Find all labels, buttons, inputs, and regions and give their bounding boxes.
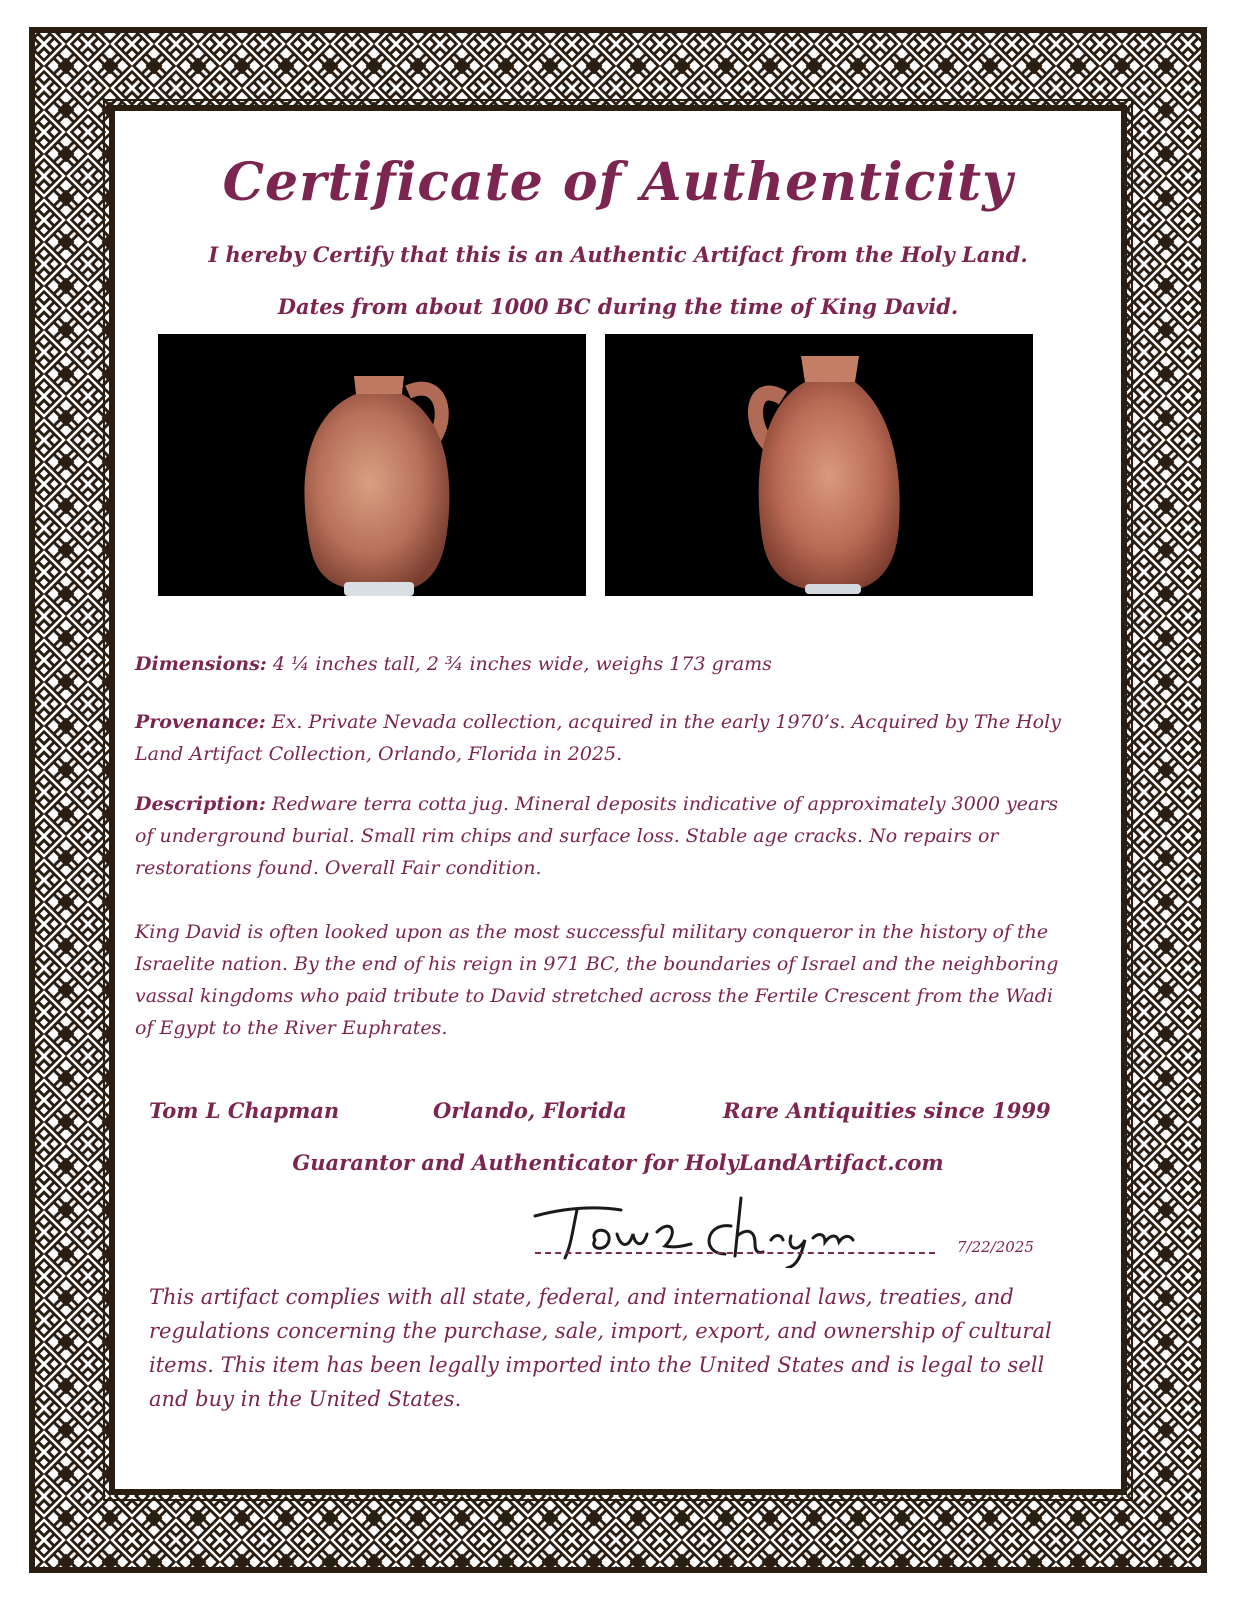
dimensions-text: 4 ¼ inches tall, 2 ¾ inches wide, weighs 173 grams [266, 653, 772, 675]
description-text: Redware terra cotta jug. Mineral deposits indicative of approximately 3000 years of underground burial. Small rim chips and surface loss. Stable age cracks. No repairs or restorations found. Overall Fair condition. [135, 793, 1059, 879]
certificate-title: Certificate of Authenticity [222, 152, 1014, 213]
legal-compliance-statement: This artifact complies with all state, federal, and international laws, treaties, and regulations concerning the purchase, sale, import, export, and ownership of cultural items. This item has been legally imported into the United States and is legal to sell and buy in the United States. [149, 1285, 1052, 1411]
provenance-paragraph [135, 706, 1075, 770]
signature-date: 7/22/2025 [957, 1238, 1034, 1256]
jug-photo-front [158, 334, 586, 596]
signer-name: Tom L Chapman [149, 1098, 340, 1123]
handwritten-signature [525, 1188, 945, 1268]
provenance-label: Provenance: [135, 711, 266, 733]
king-david-paragraph: King David is often looked upon as the most successful military conqueror in the history of the Israelite nation. By the end of his reign in 971 BC, the boundaries of Israel and the neighboring vassal kingdoms who paid tribute to David stretched across the Fertile Crescent from the Wadi of Egypt to the River Euphrates. [135, 921, 1059, 1039]
date-statement: Dates from about 1000 BC during the time of King David. [277, 294, 959, 319]
terracotta-jug-icon [158, 334, 586, 596]
description-label: Description: [135, 793, 266, 815]
jug-photo-side [605, 334, 1033, 596]
dimensions-paragraph [135, 648, 1075, 680]
certificate-content [135, 120, 1101, 1480]
dimensions-label: Dimensions: [135, 653, 267, 675]
business-since: Rare Antiquities since 1999 [723, 1098, 1051, 1123]
signature-line [535, 1252, 935, 1254]
terracotta-jug-icon [605, 334, 1033, 596]
guarantor-line: Guarantor and Authenticator for HolyLandArtifact.com [292, 1150, 944, 1175]
certification-statement: I hereby Certify that this is an Authentic Artifact from the Holy Land. [208, 242, 1028, 267]
signer-city: Orlando, Florida [433, 1098, 627, 1123]
description-paragraph [135, 788, 1075, 884]
provenance-text: Ex. Private Nevada collection, acquired in the early 1970’s. Acquired by The Holy Land Artifact Collection, Orlando, Florida in 2025. [135, 711, 1061, 765]
